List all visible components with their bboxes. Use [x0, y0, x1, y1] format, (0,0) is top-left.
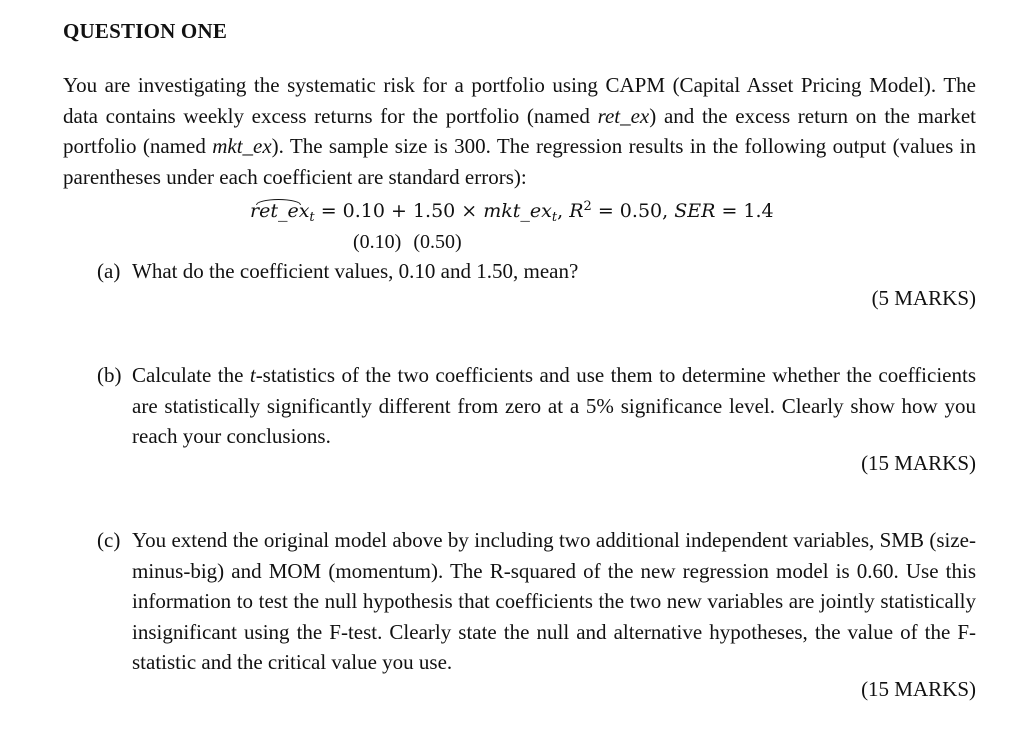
part-b: [97, 360, 976, 452]
part-c-label: (c): [97, 528, 121, 552]
intro-text-3: ). The sample size is 300. The regression results in the following output (values in parentheses under each coefficient are standard errors):: [63, 134, 976, 189]
standard-errors: [353, 231, 462, 254]
question-heading: QUESTION ONE: [63, 19, 228, 43]
eq-comma: ,: [557, 200, 570, 222]
eq-coefficients: = 0.10 + 1.50 ×: [314, 200, 484, 222]
part-a-text: What do the coefficient values, 0.10 and 1.50, mean?: [132, 259, 579, 283]
part-b-t-var: t: [249, 363, 256, 387]
se-intercept: (0.10): [353, 231, 402, 253]
intro-var-ret-ex: ret_ex: [597, 103, 650, 128]
eq-ser-symbol: SER: [674, 200, 716, 222]
part-a-label: (a): [97, 259, 121, 283]
regression-equation: [250, 200, 774, 223]
part-b-text-1: Calculate the: [132, 363, 250, 387]
part-c-marks: (15 MARKS): [861, 677, 976, 701]
part-b-marks: (15 MARKS): [861, 451, 976, 475]
eq-x-subscript: t: [551, 210, 558, 225]
part-b-text: [132, 360, 976, 452]
part-b-label: (b): [97, 363, 122, 387]
intro-var-mkt-ex: mkt_ex: [212, 134, 272, 158]
intro-text-1: You are investigating the systematic risk for a portfolio using CAPM (Capital Asset Pricing Model). The data contains weekly excess returns for the portfolio (named: [63, 73, 976, 128]
part-b-text-2: -statistics of the two coefficients and use them to determine whether the coefficients are statistically significantly different from zero at a 5% significance level. Clearly show how you reach your conclusions.: [132, 363, 976, 448]
part-a: [97, 256, 976, 287]
eq-ser-value: = 1.4: [715, 200, 774, 222]
eq-x-variable: mkt_ex: [483, 200, 552, 222]
eq-lhs: ret_ex: [250, 200, 310, 222]
eq-r-value: = 0.50,: [591, 200, 675, 222]
part-a-marks: (5 MARKS): [871, 286, 976, 310]
se-slope: (0.50): [413, 231, 462, 253]
part-c-text: You extend the original model above by including two additional independent variables, SMB (size-minus-big) and MOM (momentum). The R-squared of the new regression model is 0.60. Use this information to test the null hypothesis that coefficients the two new variables are jointly statistically insignificant using the F-test. Clearly state the null and alternative hypotheses, the value of the F-statistic and the critical value you use.: [132, 528, 976, 674]
part-c: [97, 525, 976, 678]
eq-r-symbol: R: [569, 200, 584, 222]
intro-paragraph: [63, 70, 976, 192]
eq-lhs-subscript: t: [309, 210, 315, 225]
intro-text-2: ) and the excess return on the market portfolio (named: [63, 103, 976, 158]
eq-r-superscript: 2: [583, 199, 592, 214]
